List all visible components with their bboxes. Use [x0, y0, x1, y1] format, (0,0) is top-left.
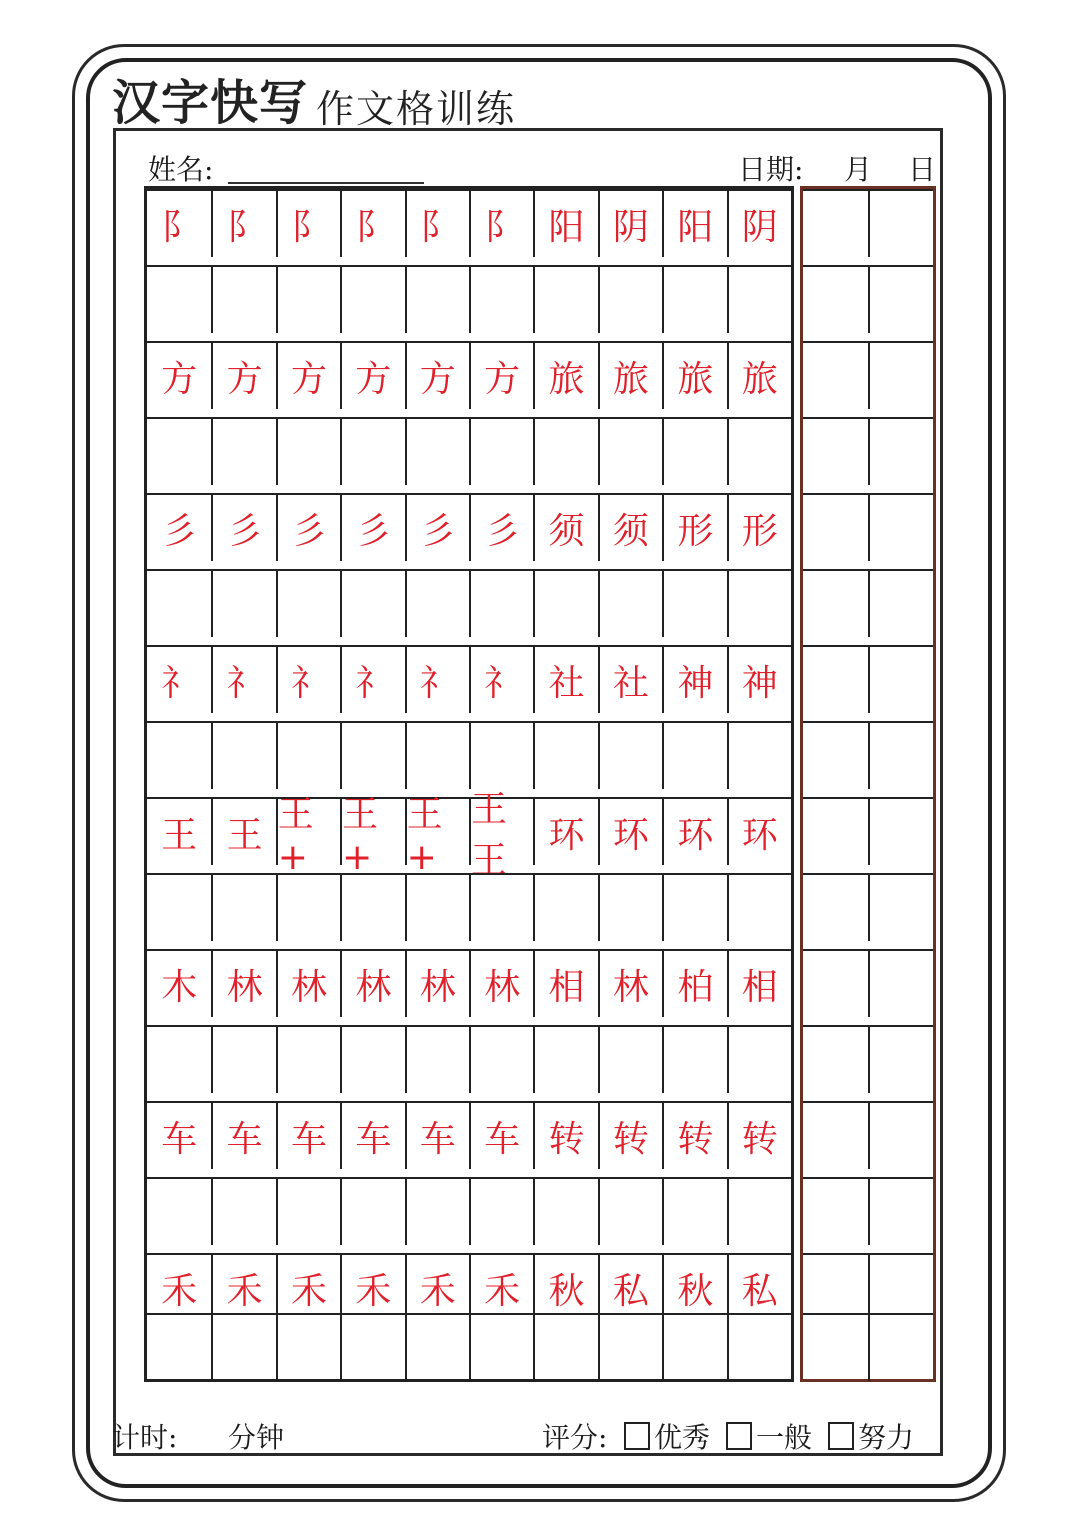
grid-cell[interactable]: [533, 569, 597, 637]
side-grid-cell[interactable]: [868, 341, 933, 409]
grid-cell[interactable]: [598, 873, 662, 941]
grid-cell[interactable]: 林: [340, 949, 404, 1017]
grid-cell[interactable]: 旅: [533, 341, 597, 409]
grid-cell[interactable]: [598, 417, 662, 485]
grid-cell[interactable]: [147, 1313, 211, 1381]
score-option-average[interactable]: [726, 1416, 812, 1456]
grid-cell[interactable]: 礻: [469, 645, 533, 713]
grid-cell[interactable]: [405, 569, 469, 637]
grid-cell[interactable]: 礻: [340, 645, 404, 713]
grid-cell[interactable]: [727, 721, 791, 789]
side-grid-cell[interactable]: [868, 417, 933, 485]
grid-cell[interactable]: 须: [598, 493, 662, 561]
grid-cell[interactable]: [662, 721, 726, 789]
grid-cell[interactable]: [211, 417, 275, 485]
grid-cell[interactable]: [405, 417, 469, 485]
date-label: 日期:: [738, 153, 804, 186]
grid-cell[interactable]: 王+: [276, 797, 340, 865]
grid-cell[interactable]: 阝: [147, 189, 211, 257]
grid-cell[interactable]: [533, 265, 597, 333]
checkbox-icon[interactable]: [726, 1422, 752, 1450]
grid-cell[interactable]: [598, 569, 662, 637]
grid-cell[interactable]: [469, 417, 533, 485]
grid-cell[interactable]: 旅: [598, 341, 662, 409]
grid-cell[interactable]: 阴: [598, 189, 662, 257]
side-grid-cell[interactable]: [803, 1177, 868, 1245]
grid-row: [147, 1101, 791, 1169]
grid-cell[interactable]: [727, 1313, 791, 1381]
grid-cell[interactable]: 林: [276, 949, 340, 1017]
score-option-effort[interactable]: [828, 1416, 914, 1456]
grid-cell[interactable]: [276, 569, 340, 637]
grid-cell[interactable]: 彡: [211, 493, 275, 561]
grid-cell[interactable]: [405, 873, 469, 941]
grid-row: [147, 493, 791, 561]
grid-cell[interactable]: 王: [211, 797, 275, 865]
grid-cell[interactable]: 木: [147, 949, 211, 1017]
side-grid-cell[interactable]: [803, 873, 868, 941]
grid-cell[interactable]: 形: [727, 493, 791, 561]
side-grid-row: [803, 1253, 933, 1321]
grid-cell[interactable]: 阝: [469, 189, 533, 257]
grid-row: [147, 189, 791, 257]
grid-cell[interactable]: 彡: [276, 493, 340, 561]
grid-cell[interactable]: [340, 569, 404, 637]
side-grid-row: [803, 797, 933, 865]
grid-cell[interactable]: [662, 1177, 726, 1245]
side-grid-row: [803, 721, 933, 789]
grid-cell[interactable]: 禾: [469, 1253, 533, 1321]
month-label: 月: [844, 153, 873, 186]
grid-cell[interactable]: 社: [598, 645, 662, 713]
side-grid-cell[interactable]: [868, 493, 933, 561]
grid-cell[interactable]: [211, 1313, 275, 1381]
grid-cell[interactable]: 形: [662, 493, 726, 561]
grid-row: [147, 645, 791, 713]
side-grid-row: [803, 265, 933, 333]
grid-cell[interactable]: [211, 1025, 275, 1093]
grid-cell[interactable]: 阳: [533, 189, 597, 257]
grid-cell[interactable]: 禾: [405, 1253, 469, 1321]
grid-cell[interactable]: [727, 1177, 791, 1245]
grid-cell[interactable]: [727, 1025, 791, 1093]
grid-cell[interactable]: 车: [211, 1101, 275, 1169]
grid-cell[interactable]: [727, 265, 791, 333]
grid-cell[interactable]: 环: [727, 797, 791, 865]
grid-cell[interactable]: 方: [147, 341, 211, 409]
grid-cell[interactable]: [340, 1313, 404, 1381]
grid-cell[interactable]: 林: [211, 949, 275, 1017]
grid-cell[interactable]: [405, 721, 469, 789]
grid-cell[interactable]: 阝: [405, 189, 469, 257]
grid-cell[interactable]: 环: [662, 797, 726, 865]
side-grid-cell[interactable]: [868, 949, 933, 1017]
grid-cell[interactable]: 禾: [211, 1253, 275, 1321]
grid-cell[interactable]: [211, 569, 275, 637]
grid-cell[interactable]: 旅: [727, 341, 791, 409]
grid-cell[interactable]: [147, 873, 211, 941]
grid-cell[interactable]: [340, 721, 404, 789]
grid-cell[interactable]: 阳: [662, 189, 726, 257]
grid-cell[interactable]: [533, 1313, 597, 1381]
grid-cell[interactable]: [533, 873, 597, 941]
side-grid-cell[interactable]: [868, 1177, 933, 1245]
grid-cell[interactable]: 环: [533, 797, 597, 865]
grid-cell[interactable]: [147, 721, 211, 789]
grid-cell[interactable]: [147, 265, 211, 333]
worksheet-title: 汉字快写: [112, 75, 309, 131]
side-grid-cell[interactable]: [803, 569, 868, 637]
grid-cell[interactable]: [405, 1177, 469, 1245]
side-grid-cell[interactable]: [868, 797, 933, 865]
grid-cell[interactable]: 彡: [340, 493, 404, 561]
side-grid-cell[interactable]: [868, 569, 933, 637]
grid-cell[interactable]: [662, 1025, 726, 1093]
grid-cell[interactable]: [533, 1177, 597, 1245]
checkbox-icon[interactable]: [624, 1422, 650, 1450]
side-grid-cell[interactable]: [868, 265, 933, 333]
grid-cell[interactable]: 相: [533, 949, 597, 1017]
side-practice-grid: [800, 186, 936, 1382]
grid-cell[interactable]: [211, 721, 275, 789]
checkbox-icon[interactable]: [828, 1422, 854, 1450]
side-grid-cell[interactable]: [803, 1101, 868, 1169]
side-grid-row: [803, 1313, 933, 1381]
grid-cell[interactable]: [469, 265, 533, 333]
grid-cell[interactable]: [469, 1025, 533, 1093]
grid-cell[interactable]: [276, 873, 340, 941]
grid-cell[interactable]: 彡: [469, 493, 533, 561]
grid-cell[interactable]: [598, 1313, 662, 1381]
side-grid-row: [803, 189, 933, 257]
grid-row: [147, 569, 791, 637]
grid-cell[interactable]: 秋: [533, 1253, 597, 1321]
side-grid-cell[interactable]: [803, 493, 868, 561]
grid-cell[interactable]: [405, 265, 469, 333]
side-grid-row: [803, 873, 933, 941]
grid-cell[interactable]: 礻: [405, 645, 469, 713]
grid-cell[interactable]: [147, 1177, 211, 1245]
grid-cell[interactable]: 方: [211, 341, 275, 409]
name-input-line[interactable]: [228, 182, 424, 184]
score-option-label: 努力: [858, 1421, 915, 1454]
grid-cell[interactable]: 阝: [211, 189, 275, 257]
grid-cell[interactable]: 须: [533, 493, 597, 561]
grid-cell[interactable]: [147, 569, 211, 637]
grid-row: [147, 1313, 791, 1381]
grid-cell[interactable]: 礻: [211, 645, 275, 713]
side-grid-cell[interactable]: [868, 1313, 933, 1381]
side-grid-row: [803, 645, 933, 713]
worksheet-subtitle: 作文格训练: [316, 87, 517, 131]
side-grid-cell[interactable]: [868, 1253, 933, 1321]
practice-grid: [144, 186, 794, 1382]
side-grid-cell[interactable]: [868, 1025, 933, 1093]
grid-cell[interactable]: 神: [662, 645, 726, 713]
grid-row: [147, 789, 791, 881]
grid-row: [147, 265, 791, 333]
grid-cell[interactable]: [340, 417, 404, 485]
grid-cell[interactable]: 禾: [147, 1253, 211, 1321]
side-grid-cell[interactable]: [803, 417, 868, 485]
side-grid-cell[interactable]: [803, 721, 868, 789]
grid-row: [147, 417, 791, 485]
grid-cell[interactable]: [533, 721, 597, 789]
grid-cell[interactable]: 林: [598, 949, 662, 1017]
grid-cell[interactable]: [340, 1025, 404, 1093]
score-option-excellent[interactable]: [624, 1416, 710, 1456]
grid-cell[interactable]: [727, 569, 791, 637]
grid-cell[interactable]: 私: [727, 1253, 791, 1321]
grid-row: [147, 949, 791, 1017]
grid-cell[interactable]: 车: [147, 1101, 211, 1169]
grid-cell[interactable]: [276, 417, 340, 485]
grid-cell[interactable]: 车: [469, 1101, 533, 1169]
grid-cell[interactable]: 礻: [276, 645, 340, 713]
grid-cell[interactable]: [662, 569, 726, 637]
grid-cell[interactable]: 礻: [147, 645, 211, 713]
grid-cell[interactable]: 阴: [727, 189, 791, 257]
side-grid-row: [803, 341, 933, 409]
grid-cell[interactable]: 阝: [340, 189, 404, 257]
score-label: 评分:: [542, 1421, 608, 1454]
side-grid-row: [803, 949, 933, 1017]
grid-cell[interactable]: [276, 1025, 340, 1093]
side-grid-cell[interactable]: [868, 873, 933, 941]
grid-cell[interactable]: 王+: [405, 797, 469, 865]
side-grid-row: [803, 417, 933, 485]
side-grid-cell[interactable]: [803, 1253, 868, 1321]
side-grid-cell[interactable]: [868, 189, 933, 257]
day-label: 日: [908, 153, 937, 186]
side-grid-cell[interactable]: [803, 189, 868, 257]
grid-cell[interactable]: 转: [598, 1101, 662, 1169]
grid-cell[interactable]: [147, 417, 211, 485]
grid-cell[interactable]: [340, 1177, 404, 1245]
side-grid-row: [803, 1101, 933, 1169]
grid-cell[interactable]: [147, 1025, 211, 1093]
grid-cell[interactable]: 转: [533, 1101, 597, 1169]
grid-row: [147, 721, 791, 789]
grid-cell[interactable]: 秋: [662, 1253, 726, 1321]
timer-label: 计时:: [112, 1421, 178, 1454]
grid-row: [147, 873, 791, 941]
grid-cell[interactable]: [533, 1025, 597, 1093]
grid-cell[interactable]: [727, 417, 791, 485]
grid-cell[interactable]: 车: [340, 1101, 404, 1169]
grid-row: [147, 341, 791, 409]
side-grid-cell[interactable]: [803, 1025, 868, 1093]
grid-cell[interactable]: 方: [276, 341, 340, 409]
grid-cell[interactable]: [276, 265, 340, 333]
grid-cell[interactable]: [340, 873, 404, 941]
score-option-label: 一般: [756, 1421, 813, 1454]
grid-cell[interactable]: 禾: [276, 1253, 340, 1321]
grid-cell[interactable]: [727, 873, 791, 941]
grid-cell[interactable]: 车: [405, 1101, 469, 1169]
grid-cell[interactable]: 方: [469, 341, 533, 409]
grid-cell[interactable]: 方: [405, 341, 469, 409]
side-grid-cell[interactable]: [868, 645, 933, 713]
side-grid-cell[interactable]: [803, 949, 868, 1017]
grid-cell[interactable]: 阝: [276, 189, 340, 257]
side-grid-cell[interactable]: [803, 265, 868, 333]
side-grid-row: [803, 493, 933, 561]
grid-cell[interactable]: 转: [727, 1101, 791, 1169]
grid-cell[interactable]: [469, 1177, 533, 1245]
grid-cell[interactable]: [469, 873, 533, 941]
grid-cell[interactable]: 车: [276, 1101, 340, 1169]
grid-cell[interactable]: [469, 569, 533, 637]
grid-cell[interactable]: [533, 417, 597, 485]
grid-cell[interactable]: [211, 873, 275, 941]
side-grid-cell[interactable]: [803, 645, 868, 713]
grid-cell[interactable]: [469, 721, 533, 789]
grid-row: [147, 1025, 791, 1093]
grid-cell[interactable]: [598, 1177, 662, 1245]
grid-cell[interactable]: 彡: [147, 493, 211, 561]
grid-cell[interactable]: [662, 265, 726, 333]
grid-cell[interactable]: 王: [147, 797, 211, 865]
grid-cell[interactable]: [211, 265, 275, 333]
grid-cell[interactable]: 王王: [469, 797, 533, 865]
grid-cell[interactable]: 相: [727, 949, 791, 1017]
grid-cell[interactable]: 转: [662, 1101, 726, 1169]
grid-cell[interactable]: [276, 721, 340, 789]
grid-cell[interactable]: 私: [598, 1253, 662, 1321]
score-option-label: 优秀: [654, 1421, 711, 1454]
grid-cell[interactable]: [405, 1025, 469, 1093]
grid-cell[interactable]: 旅: [662, 341, 726, 409]
grid-cell[interactable]: [662, 417, 726, 485]
grid-cell[interactable]: 禾: [340, 1253, 404, 1321]
grid-cell[interactable]: [598, 721, 662, 789]
minutes-label: 分钟: [228, 1421, 285, 1454]
grid-cell[interactable]: 方: [340, 341, 404, 409]
grid-cell[interactable]: 社: [533, 645, 597, 713]
grid-cell[interactable]: [662, 873, 726, 941]
grid-cell[interactable]: 彡: [405, 493, 469, 561]
side-grid-cell[interactable]: [803, 341, 868, 409]
grid-row: [147, 1253, 791, 1321]
side-grid-cell[interactable]: [868, 1101, 933, 1169]
side-grid-row: [803, 1177, 933, 1245]
grid-cell[interactable]: 王+: [340, 797, 404, 865]
grid-cell[interactable]: 环: [598, 797, 662, 865]
grid-cell[interactable]: 林: [405, 949, 469, 1017]
side-grid-cell[interactable]: [803, 1313, 868, 1381]
grid-cell[interactable]: [598, 1025, 662, 1093]
side-grid-row: [803, 569, 933, 637]
grid-cell[interactable]: [598, 265, 662, 333]
grid-cell[interactable]: [276, 1313, 340, 1381]
grid-cell[interactable]: [340, 265, 404, 333]
grid-cell[interactable]: [276, 1177, 340, 1245]
side-grid-cell[interactable]: [868, 721, 933, 789]
grid-row: [147, 1177, 791, 1245]
grid-cell[interactable]: [469, 1313, 533, 1381]
grid-cell[interactable]: [211, 1177, 275, 1245]
grid-cell[interactable]: [405, 1313, 469, 1381]
side-grid-row: [803, 1025, 933, 1093]
name-label: 姓名:: [148, 153, 214, 186]
grid-cell[interactable]: [662, 1313, 726, 1381]
grid-cell[interactable]: 神: [727, 645, 791, 713]
side-grid-cell[interactable]: [803, 797, 868, 865]
grid-cell[interactable]: 柏: [662, 949, 726, 1017]
grid-cell[interactable]: 林: [469, 949, 533, 1017]
